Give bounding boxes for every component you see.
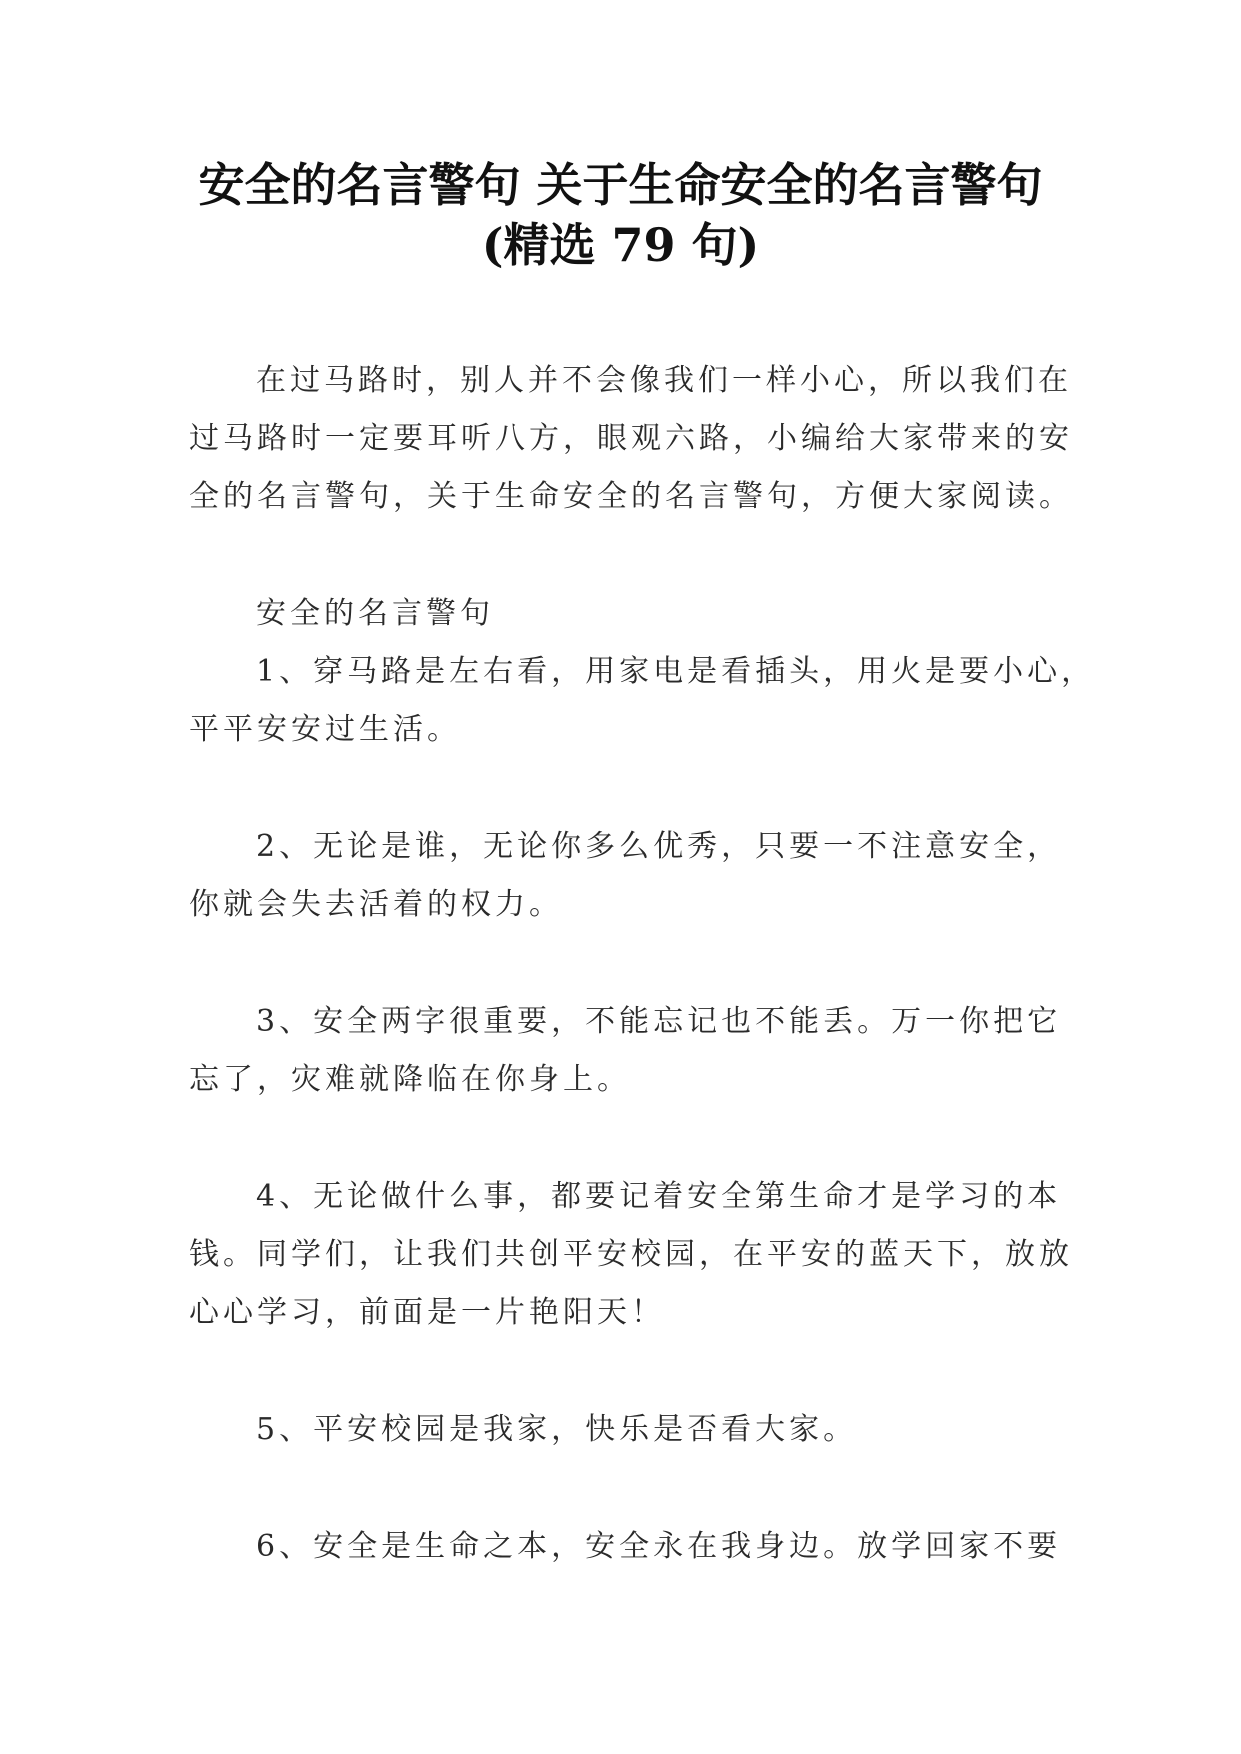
document-title-line-2: (精选 79 句) <box>481 218 760 272</box>
quote-1-line-1: 1、穿马路是左右看，用家电是看插头，用火是要小心， <box>256 654 1096 689</box>
intro-line-3: 全的名言警句，关于生命安全的名言警句，方便大家阅读。 <box>189 479 1073 514</box>
quote-2-line-2: 你就会失去活着的权力。 <box>189 887 563 922</box>
quote-4-line-3: 心心学习，前面是一片艳阳天！ <box>189 1295 665 1330</box>
document-title-line-1: 安全的名言警句 关于生命安全的名言警句 <box>198 158 1043 212</box>
quote-4-line-2: 钱。同学们，让我们共创平安校园，在平安的蓝天下，放放 <box>189 1237 1073 1272</box>
quote-3-line-1: 3、安全两字很重要，不能忘记也不能丢。万一你把它 <box>256 1004 1062 1039</box>
intro-line-2: 过马路时一定要耳听八方，眼观六路，小编给大家带来的安 <box>189 421 1073 456</box>
quote-4-line-1: 4、无论做什么事，都要记着安全第生命才是学习的本 <box>256 1179 1062 1214</box>
quote-3-line-2: 忘了，灾难就降临在你身上。 <box>189 1062 631 1097</box>
intro-line-1: 在过马路时，别人并不会像我们一样小心，所以我们在 <box>256 363 1072 398</box>
quote-6-line-1: 6、安全是生命之本，安全永在我身边。放学回家不要 <box>256 1529 1062 1564</box>
quote-2-line-1: 2、无论是谁，无论你多么优秀，只要一不注意安全， <box>256 829 1062 864</box>
section-heading: 安全的名言警句 <box>256 596 494 631</box>
quote-5-line-1: 5、平安校园是我家，快乐是否看大家。 <box>256 1412 858 1447</box>
quote-1-line-2: 平平安安过生活。 <box>189 712 461 747</box>
